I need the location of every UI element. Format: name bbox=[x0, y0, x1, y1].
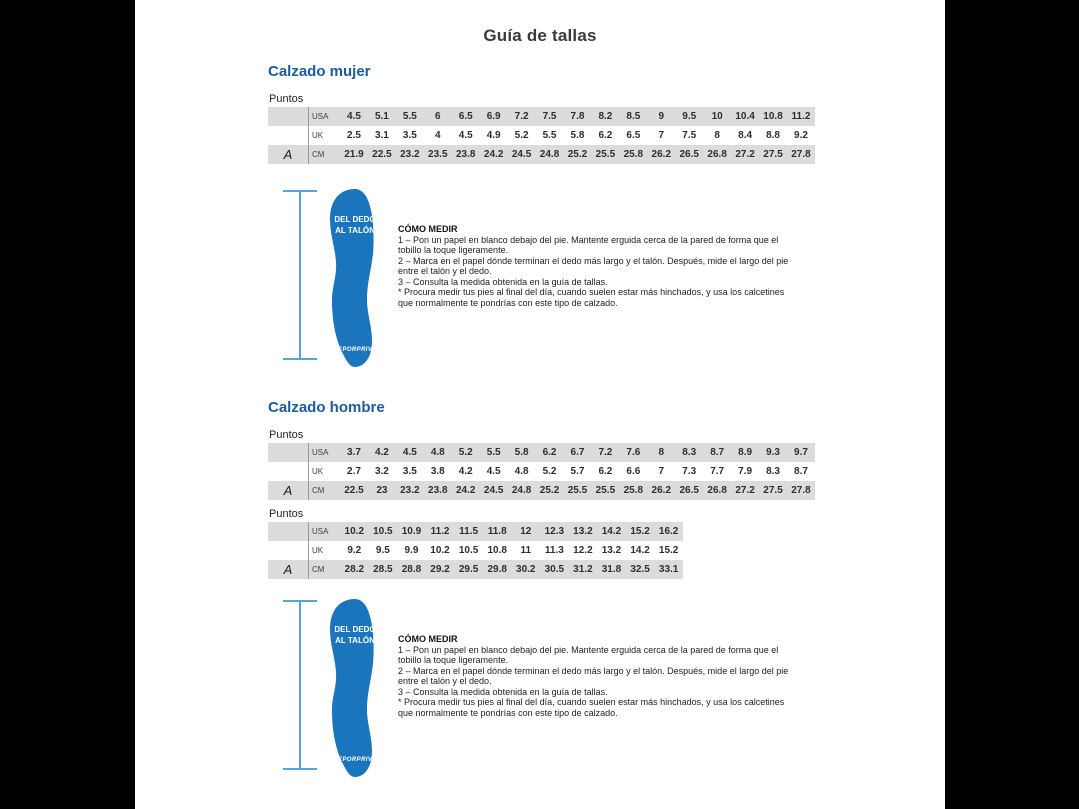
size-value: 7.7 bbox=[710, 466, 725, 477]
measure-section-men bbox=[283, 596, 943, 786]
measure-letter-cell bbox=[268, 541, 308, 560]
measure-line bbox=[299, 191, 301, 359]
size-value: 31.2 bbox=[573, 564, 593, 575]
size-value: 9 bbox=[658, 111, 665, 122]
size-value: 6.5 bbox=[458, 111, 473, 122]
size-value: 12.2 bbox=[573, 545, 593, 556]
points-label-men-1: Puntos bbox=[269, 429, 304, 441]
size-value: 26.5 bbox=[679, 485, 699, 496]
size-value: 10.2 bbox=[430, 545, 450, 556]
size-value: 9.2 bbox=[347, 545, 362, 556]
size-value: 21.9 bbox=[344, 149, 364, 160]
region-label: CM bbox=[308, 560, 340, 579]
measure-letter-cell: A bbox=[283, 147, 293, 162]
footprint-illustration bbox=[322, 598, 388, 780]
size-value: 5.1 bbox=[374, 111, 389, 122]
size-value: 8.8 bbox=[766, 130, 780, 141]
size-value: 5.2 bbox=[458, 447, 473, 458]
size-value: 27.5 bbox=[763, 149, 783, 160]
size-value: 12.3 bbox=[544, 526, 565, 537]
size-value: 4.5 bbox=[458, 130, 473, 141]
region-label: UK bbox=[308, 126, 340, 145]
region-label: USA bbox=[308, 443, 340, 462]
size-value: 26.8 bbox=[707, 485, 727, 496]
size-value: 4.8 bbox=[514, 466, 529, 477]
size-value: 5.5 bbox=[486, 447, 501, 458]
size-value: 6.2 bbox=[542, 447, 557, 458]
size-value: 2.7 bbox=[347, 466, 361, 477]
size-value: 27.2 bbox=[735, 149, 755, 160]
size-row-usa bbox=[268, 107, 815, 126]
size-value: 4 bbox=[435, 130, 441, 141]
size-value: 9.3 bbox=[766, 447, 780, 458]
letterbox-left bbox=[0, 0, 135, 809]
brand-logo-text: DEPORPRIVÉ bbox=[333, 347, 377, 353]
region-label: CM bbox=[308, 145, 340, 164]
section-heading-women: Calzado mujer bbox=[268, 63, 371, 80]
how-to-measure-men bbox=[398, 634, 798, 718]
letterbox-right bbox=[945, 0, 1079, 809]
size-value: 22.5 bbox=[344, 485, 364, 496]
size-value: 3.2 bbox=[374, 466, 389, 477]
size-value: 29.2 bbox=[430, 564, 450, 575]
size-value: 4.5 bbox=[347, 111, 361, 122]
size-value: 25.5 bbox=[595, 485, 616, 496]
size-value: 4.8 bbox=[430, 447, 445, 458]
size-value: 5.8 bbox=[570, 130, 585, 141]
size-value: 5.8 bbox=[514, 447, 529, 458]
size-value: 8 bbox=[714, 130, 720, 141]
size-value: 32.5 bbox=[630, 564, 650, 575]
size-value: 4.2 bbox=[458, 466, 473, 477]
size-value: 27.2 bbox=[735, 485, 755, 496]
size-value: 25.2 bbox=[567, 149, 588, 160]
foot-label-line1: DEL DEDO bbox=[334, 625, 376, 634]
size-value: 3.1 bbox=[374, 130, 389, 141]
size-value: 6.9 bbox=[486, 111, 501, 122]
size-value: 7.6 bbox=[626, 447, 641, 458]
size-value: 23.2 bbox=[400, 485, 420, 496]
size-table-men-small bbox=[268, 443, 815, 500]
size-row-usa bbox=[268, 522, 683, 541]
measure-step-note: * Procura medir tus pies al final del día, cuando suelen estar más hinchados, y usa los calcetines que normalmente te pondrías con este tipo de calzado. bbox=[398, 287, 785, 308]
size-value: 27.8 bbox=[791, 149, 811, 160]
size-value: 25.8 bbox=[623, 149, 644, 160]
measure-line-cap-bottom bbox=[283, 768, 317, 770]
size-value: 23.8 bbox=[455, 149, 476, 160]
size-row-cm bbox=[268, 481, 815, 500]
measure-step-1: 1 – Pon un papel en blanco debajo del pie. Mantente erguida cerca de la pared de forma que el tobillo la toque ligeramente. bbox=[398, 644, 779, 666]
size-value: 23.5 bbox=[428, 149, 448, 160]
size-value: 24.5 bbox=[511, 149, 532, 160]
size-value: 6.2 bbox=[598, 466, 613, 477]
measure-step-3: 3 – Consulta la medida obtenida en la guía de tallas. bbox=[398, 276, 608, 287]
size-row-uk bbox=[268, 126, 815, 145]
page-title: Guía de tallas bbox=[483, 26, 597, 45]
size-value: 25.5 bbox=[567, 485, 588, 496]
size-value: 11.5 bbox=[459, 526, 479, 537]
size-value: 9.9 bbox=[404, 545, 419, 556]
size-value: 26.2 bbox=[651, 485, 672, 496]
size-value: 7.3 bbox=[682, 466, 697, 477]
size-value: 33.1 bbox=[658, 564, 679, 575]
size-value: 2.5 bbox=[347, 130, 361, 141]
region-label: USA bbox=[308, 522, 340, 541]
size-value: 23.2 bbox=[400, 149, 420, 160]
size-value: 6.5 bbox=[626, 130, 641, 141]
size-value: 13.2 bbox=[573, 526, 593, 537]
region-label: UK bbox=[308, 541, 340, 560]
size-value: 4.5 bbox=[486, 466, 501, 477]
size-value: 30.5 bbox=[544, 564, 565, 575]
size-value: 14.2 bbox=[630, 545, 650, 556]
size-value: 7.9 bbox=[738, 466, 753, 477]
size-value: 28.5 bbox=[373, 564, 393, 575]
measure-letter-cell: A bbox=[283, 483, 293, 498]
size-value: 15.2 bbox=[658, 545, 679, 556]
size-value: 10.5 bbox=[458, 545, 479, 556]
size-value: 3.5 bbox=[402, 466, 417, 477]
size-row-cm bbox=[268, 560, 683, 579]
size-value: 8.5 bbox=[626, 111, 641, 122]
size-value: 23.8 bbox=[428, 485, 448, 496]
size-value: 7 bbox=[658, 466, 665, 477]
size-value: 8.3 bbox=[766, 466, 780, 477]
size-value: 29.5 bbox=[458, 564, 479, 575]
measure-section-women bbox=[283, 186, 943, 376]
size-value: 9.7 bbox=[794, 447, 808, 458]
size-value: 6.6 bbox=[626, 466, 641, 477]
size-value: 26.8 bbox=[707, 149, 727, 160]
measure-step-1: 1 – Pon un papel en blanco debajo del pie. Mantente erguida cerca de la pared de forma que el tobillo la toque ligeramente. bbox=[398, 234, 779, 256]
size-value: 3.5 bbox=[402, 130, 417, 141]
size-table-women bbox=[268, 107, 815, 164]
size-value: 10.5 bbox=[373, 526, 393, 537]
size-value: 25.2 bbox=[539, 485, 560, 496]
size-value: 8.7 bbox=[794, 466, 808, 477]
measure-letter-cell bbox=[268, 443, 308, 462]
size-value: 13.2 bbox=[601, 545, 622, 556]
size-value: 8.9 bbox=[738, 447, 753, 458]
size-value: 31.8 bbox=[601, 564, 622, 575]
size-value: 23 bbox=[376, 485, 388, 496]
size-value: 6 bbox=[435, 111, 441, 122]
size-row-uk bbox=[268, 541, 683, 560]
size-value: 4.9 bbox=[486, 130, 501, 141]
size-value: 11.3 bbox=[544, 545, 564, 556]
size-value: 9.5 bbox=[682, 111, 697, 122]
measure-step-2: 2 – Marca en el papel dónde terminan el dedo más largo y el talón. Después, mide el largo del pie entre el talón y el dedo. bbox=[398, 255, 789, 277]
points-label-men-2: Puntos bbox=[269, 508, 304, 520]
measure-letter-cell bbox=[268, 462, 308, 481]
size-value: 14.2 bbox=[601, 526, 622, 537]
brand-logo-text: DEPORPRIVÉ bbox=[333, 757, 377, 763]
size-value: 24.2 bbox=[483, 149, 504, 160]
size-value: 3.7 bbox=[347, 447, 361, 458]
size-value: 30.2 bbox=[516, 564, 536, 575]
foot-label-line2: AL TALÓN bbox=[335, 226, 375, 235]
size-value: 9.5 bbox=[375, 545, 390, 556]
size-table-men-large bbox=[268, 522, 683, 579]
size-value: 5.2 bbox=[542, 466, 557, 477]
size-value: 10.2 bbox=[344, 526, 365, 537]
size-value: 8.4 bbox=[738, 130, 753, 141]
region-label: CM bbox=[308, 481, 340, 500]
size-value: 22.5 bbox=[372, 149, 392, 160]
size-value: 6.7 bbox=[570, 447, 585, 458]
measure-step-note: * Procura medir tus pies al final del día, cuando suelen estar más hinchados, y usa los calcetines que normalmente te pondrías con este tipo de calzado. bbox=[398, 697, 785, 718]
section-heading-men: Calzado hombre bbox=[268, 399, 385, 416]
footprint-illustration bbox=[322, 188, 388, 370]
size-value: 25.8 bbox=[623, 485, 644, 496]
size-value: 12 bbox=[520, 526, 532, 537]
size-value: 5.2 bbox=[514, 130, 529, 141]
size-value: 24.8 bbox=[511, 485, 532, 496]
measure-letter-cell bbox=[268, 126, 308, 145]
size-value: 25.5 bbox=[595, 149, 616, 160]
size-value: 7.2 bbox=[598, 447, 613, 458]
size-value: 29.8 bbox=[487, 564, 507, 575]
size-value: 27.5 bbox=[763, 485, 783, 496]
size-value: 24.5 bbox=[483, 485, 504, 496]
size-value: 9.2 bbox=[794, 130, 808, 141]
region-label: UK bbox=[308, 462, 340, 481]
size-value: 24.2 bbox=[455, 485, 476, 496]
how-to-measure-title: CÓMO MEDIR bbox=[398, 224, 458, 234]
size-value: 8.2 bbox=[598, 111, 613, 122]
foot-label-line2: AL TALÓN bbox=[335, 636, 375, 645]
measure-step-3: 3 – Consulta la medida obtenida en la guía de tallas. bbox=[398, 686, 608, 697]
size-value: 4.5 bbox=[402, 447, 417, 458]
size-value: 10.9 bbox=[401, 526, 422, 537]
size-value: 27.8 bbox=[791, 485, 811, 496]
size-value: 7.5 bbox=[682, 130, 697, 141]
size-row-usa bbox=[268, 443, 815, 462]
size-row-cm bbox=[268, 145, 815, 164]
size-value: 6.2 bbox=[598, 130, 613, 141]
size-value: 7 bbox=[658, 130, 665, 141]
measure-letter-cell: A bbox=[283, 562, 293, 577]
size-value: 10 bbox=[711, 111, 723, 122]
size-value: 7.5 bbox=[542, 111, 557, 122]
how-to-measure-title: CÓMO MEDIR bbox=[398, 634, 458, 644]
size-value: 11.2 bbox=[430, 526, 450, 537]
size-value: 10.8 bbox=[763, 111, 783, 122]
foot-label-line1: DEL DEDO bbox=[334, 215, 376, 224]
size-value: 11 bbox=[520, 545, 532, 556]
region-label: USA bbox=[308, 107, 340, 126]
measure-step-2: 2 – Marca en el papel dónde terminan el dedo más largo y el talón. Después, mide el largo del pie entre el talón y el dedo. bbox=[398, 665, 789, 687]
size-value: 8 bbox=[658, 447, 665, 458]
measure-letter-cell bbox=[268, 107, 308, 126]
measure-line bbox=[299, 601, 301, 769]
size-value: 8.7 bbox=[710, 447, 725, 458]
size-value: 3.8 bbox=[430, 466, 445, 477]
size-value: 10.4 bbox=[735, 111, 755, 122]
size-value: 26.5 bbox=[679, 149, 699, 160]
size-value: 28.8 bbox=[401, 564, 422, 575]
measure-letter-cell bbox=[268, 522, 308, 541]
how-to-measure-women bbox=[398, 224, 798, 308]
size-value: 10.8 bbox=[487, 545, 507, 556]
size-row-uk bbox=[268, 462, 815, 481]
size-value: 8.3 bbox=[682, 447, 697, 458]
size-value: 4.2 bbox=[374, 447, 389, 458]
points-label-women: Puntos bbox=[269, 93, 304, 105]
size-value: 5.5 bbox=[542, 130, 557, 141]
size-value: 7.8 bbox=[570, 111, 585, 122]
size-value: 28.2 bbox=[344, 564, 365, 575]
size-value: 5.5 bbox=[402, 111, 417, 122]
size-value: 16.2 bbox=[658, 526, 679, 537]
size-value: 15.2 bbox=[630, 526, 650, 537]
measure-line-cap-bottom bbox=[283, 358, 317, 360]
size-guide-page bbox=[135, 0, 945, 809]
size-value: 11.8 bbox=[487, 526, 507, 537]
size-value: 5.7 bbox=[570, 466, 585, 477]
size-value: 24.8 bbox=[539, 149, 560, 160]
size-value: 26.2 bbox=[651, 149, 672, 160]
size-value: 11.2 bbox=[791, 111, 811, 122]
size-value: 7.2 bbox=[514, 111, 529, 122]
